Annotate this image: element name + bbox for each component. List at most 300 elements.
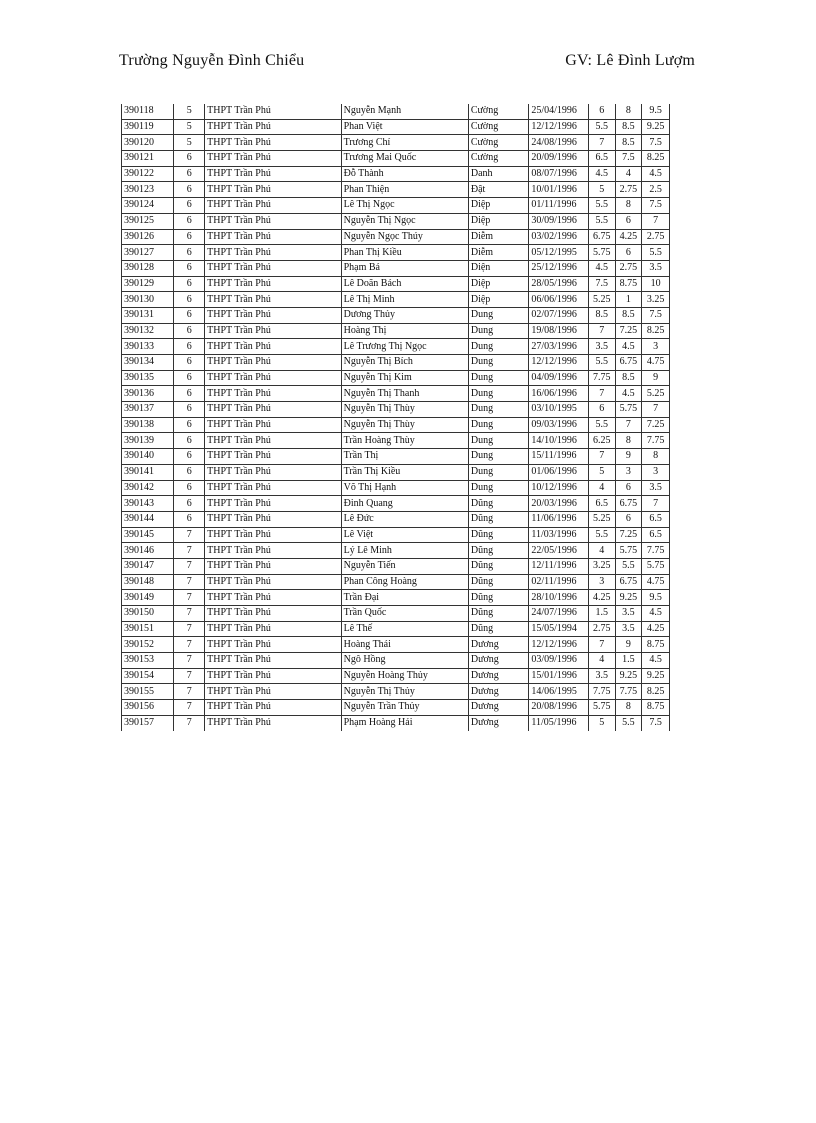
table-row <box>122 653 670 669</box>
table-row <box>122 574 670 590</box>
birth-date-cell: 14/10/1996 <box>529 433 589 449</box>
given-name-cell: Dũng <box>468 606 529 622</box>
score-3-cell: 5.75 <box>642 558 670 574</box>
school-name-cell: THPT Trần Phú <box>205 433 341 449</box>
school-name-cell: THPT Trần Phú <box>205 370 341 386</box>
score-3-cell: 3.25 <box>642 292 670 308</box>
given-name-cell: Cường <box>468 151 529 167</box>
score-2-cell: 2.75 <box>615 260 642 276</box>
birth-date-cell: 06/06/1996 <box>529 292 589 308</box>
given-name-cell: Diệp <box>468 292 529 308</box>
family-name-cell: Lê Trương Thị Ngọc <box>341 339 468 355</box>
score-2-cell: 3.5 <box>615 606 642 622</box>
birth-date-cell: 15/01/1996 <box>529 668 589 684</box>
given-name-cell: Dũng <box>468 590 529 606</box>
candidate-number-cell: 390154 <box>122 668 174 684</box>
score-2-cell: 8.5 <box>615 370 642 386</box>
score-1-cell: 7 <box>588 449 615 465</box>
family-name-cell: Nguyễn Hoàng Thủy <box>341 668 468 684</box>
school-name-cell: THPT Trần Phú <box>205 543 341 559</box>
score-3-cell: 7.5 <box>642 715 670 730</box>
candidate-number-cell: 390150 <box>122 606 174 622</box>
score-3-cell: 3.5 <box>642 480 670 496</box>
school-name-cell: THPT Trần Phú <box>205 119 341 135</box>
room-number-cell: 7 <box>174 700 205 716</box>
score-2-cell: 6 <box>615 511 642 527</box>
given-name-cell: Diệp <box>468 198 529 214</box>
given-name-cell: Danh <box>468 166 529 182</box>
table-row <box>122 606 670 622</box>
candidate-number-cell: 390124 <box>122 198 174 214</box>
family-name-cell: Trần Thị <box>341 449 468 465</box>
room-number-cell: 6 <box>174 464 205 480</box>
score-2-cell: 9.25 <box>615 668 642 684</box>
score-1-cell: 5.5 <box>588 198 615 214</box>
score-1-cell: 7.5 <box>588 276 615 292</box>
given-name-cell: Diệp <box>468 276 529 292</box>
score-1-cell: 6.5 <box>588 151 615 167</box>
school-name-cell: THPT Trần Phú <box>205 182 341 198</box>
school-name-cell: THPT Trần Phú <box>205 307 341 323</box>
birth-date-cell: 12/12/1996 <box>529 637 589 653</box>
family-name-cell: Lê Thị Ngọc <box>341 198 468 214</box>
table-row <box>122 135 670 151</box>
birth-date-cell: 19/08/1996 <box>529 323 589 339</box>
given-name-cell: Đật <box>468 182 529 198</box>
school-name-cell: THPT Trần Phú <box>205 213 341 229</box>
score-2-cell: 7.5 <box>615 151 642 167</box>
family-name-cell: Nguyễn Ngọc Thúy <box>341 229 468 245</box>
candidate-number-cell: 390144 <box>122 511 174 527</box>
score-2-cell: 4.5 <box>615 386 642 402</box>
candidate-number-cell: 390149 <box>122 590 174 606</box>
room-number-cell: 6 <box>174 402 205 418</box>
score-1-cell: 3.5 <box>588 668 615 684</box>
family-name-cell: Trương Chí <box>341 135 468 151</box>
school-name-cell: THPT Trần Phú <box>205 402 341 418</box>
score-3-cell: 8.25 <box>642 684 670 700</box>
school-name-cell: THPT Trần Phú <box>205 245 341 261</box>
score-1-cell: 6 <box>588 104 615 119</box>
room-number-cell: 7 <box>174 668 205 684</box>
room-number-cell: 6 <box>174 307 205 323</box>
score-3-cell: 2.5 <box>642 182 670 198</box>
score-1-cell: 3.25 <box>588 558 615 574</box>
given-name-cell: Cường <box>468 104 529 119</box>
room-number-cell: 6 <box>174 229 205 245</box>
family-name-cell: Nguyễn Thị Thanh <box>341 386 468 402</box>
table-row <box>122 402 670 418</box>
score-2-cell: 3 <box>615 464 642 480</box>
header-teacher-name: GV: Lê Đình Lượm <box>565 52 695 69</box>
room-number-cell: 5 <box>174 104 205 119</box>
table-row <box>122 543 670 559</box>
score-1-cell: 3.5 <box>588 339 615 355</box>
score-2-cell: 5.5 <box>615 715 642 730</box>
score-2-cell: 6.75 <box>615 355 642 371</box>
table-row <box>122 276 670 292</box>
score-2-cell: 6 <box>615 213 642 229</box>
score-1-cell: 5.5 <box>588 417 615 433</box>
given-name-cell: Cường <box>468 119 529 135</box>
room-number-cell: 6 <box>174 151 205 167</box>
birth-date-cell: 02/07/1996 <box>529 307 589 323</box>
table-row <box>122 229 670 245</box>
candidate-number-cell: 390129 <box>122 276 174 292</box>
room-number-cell: 7 <box>174 684 205 700</box>
score-1-cell: 5.5 <box>588 355 615 371</box>
table-row <box>122 715 670 730</box>
score-3-cell: 7 <box>642 402 670 418</box>
score-1-cell: 6 <box>588 402 615 418</box>
school-name-cell: THPT Trần Phú <box>205 355 341 371</box>
school-name-cell: THPT Trần Phú <box>205 558 341 574</box>
score-3-cell: 7 <box>642 496 670 512</box>
score-1-cell: 5 <box>588 464 615 480</box>
room-number-cell: 6 <box>174 496 205 512</box>
candidate-number-cell: 390127 <box>122 245 174 261</box>
room-number-cell: 6 <box>174 480 205 496</box>
score-3-cell: 5.25 <box>642 386 670 402</box>
score-1-cell: 6.5 <box>588 496 615 512</box>
score-3-cell: 3 <box>642 464 670 480</box>
birth-date-cell: 27/03/1996 <box>529 339 589 355</box>
score-2-cell: 6.75 <box>615 574 642 590</box>
room-number-cell: 6 <box>174 433 205 449</box>
room-number-cell: 6 <box>174 355 205 371</box>
school-name-cell: THPT Trần Phú <box>205 417 341 433</box>
candidate-number-cell: 390126 <box>122 229 174 245</box>
room-number-cell: 6 <box>174 213 205 229</box>
score-3-cell: 7.75 <box>642 433 670 449</box>
birth-date-cell: 20/08/1996 <box>529 700 589 716</box>
score-table-body <box>122 104 670 731</box>
score-2-cell: 8 <box>615 433 642 449</box>
candidate-number-cell: 390147 <box>122 558 174 574</box>
candidate-number-cell: 390148 <box>122 574 174 590</box>
candidate-number-cell: 390137 <box>122 402 174 418</box>
school-name-cell: THPT Trần Phú <box>205 276 341 292</box>
birth-date-cell: 02/11/1996 <box>529 574 589 590</box>
score-2-cell: 8.5 <box>615 119 642 135</box>
score-2-cell: 6 <box>615 480 642 496</box>
score-1-cell: 8.5 <box>588 307 615 323</box>
given-name-cell: Cường <box>468 135 529 151</box>
family-name-cell: Trần Quốc <box>341 606 468 622</box>
score-1-cell: 5.25 <box>588 292 615 308</box>
candidate-number-cell: 390140 <box>122 449 174 465</box>
score-3-cell: 8.75 <box>642 637 670 653</box>
table-row <box>122 166 670 182</box>
score-3-cell: 7.75 <box>642 543 670 559</box>
family-name-cell: Đỗ Thành <box>341 166 468 182</box>
given-name-cell: Dung <box>468 417 529 433</box>
birth-date-cell: 11/06/1996 <box>529 511 589 527</box>
table-row <box>122 245 670 261</box>
score-2-cell: 4.25 <box>615 229 642 245</box>
score-2-cell: 8.5 <box>615 135 642 151</box>
score-2-cell: 9 <box>615 449 642 465</box>
family-name-cell: Nguyễn Thị Thùy <box>341 417 468 433</box>
family-name-cell: Đinh Quang <box>341 496 468 512</box>
school-name-cell: THPT Trần Phú <box>205 166 341 182</box>
room-number-cell: 6 <box>174 449 205 465</box>
given-name-cell: Dũng <box>468 574 529 590</box>
school-name-cell: THPT Trần Phú <box>205 480 341 496</box>
candidate-number-cell: 390138 <box>122 417 174 433</box>
score-1-cell: 5.75 <box>588 700 615 716</box>
candidate-number-cell: 390152 <box>122 637 174 653</box>
score-3-cell: 6.5 <box>642 527 670 543</box>
birth-date-cell: 28/10/1996 <box>529 590 589 606</box>
score-2-cell: 3.5 <box>615 621 642 637</box>
school-name-cell: THPT Trần Phú <box>205 135 341 151</box>
candidate-number-cell: 390121 <box>122 151 174 167</box>
table-row <box>122 307 670 323</box>
table-row <box>122 496 670 512</box>
score-3-cell: 9.25 <box>642 119 670 135</box>
school-name-cell: THPT Trần Phú <box>205 323 341 339</box>
table-row <box>122 668 670 684</box>
school-name-cell: THPT Trần Phú <box>205 684 341 700</box>
birth-date-cell: 12/12/1996 <box>529 355 589 371</box>
birth-date-cell: 20/09/1996 <box>529 151 589 167</box>
table-row <box>122 700 670 716</box>
candidate-number-cell: 390134 <box>122 355 174 371</box>
school-name-cell: THPT Trần Phú <box>205 574 341 590</box>
score-2-cell: 5.75 <box>615 402 642 418</box>
family-name-cell: Phan Công Hoàng <box>341 574 468 590</box>
candidate-number-cell: 390130 <box>122 292 174 308</box>
school-name-cell: THPT Trần Phú <box>205 496 341 512</box>
given-name-cell: Dương <box>468 637 529 653</box>
room-number-cell: 7 <box>174 637 205 653</box>
room-number-cell: 6 <box>174 511 205 527</box>
school-name-cell: THPT Trần Phú <box>205 621 341 637</box>
score-1-cell: 4.5 <box>588 260 615 276</box>
score-1-cell: 7 <box>588 323 615 339</box>
birth-date-cell: 28/05/1996 <box>529 276 589 292</box>
family-name-cell: Phan Thị Kiều <box>341 245 468 261</box>
candidate-number-cell: 390133 <box>122 339 174 355</box>
score-3-cell: 4.5 <box>642 606 670 622</box>
candidate-number-cell: 390118 <box>122 104 174 119</box>
given-name-cell: Dũng <box>468 527 529 543</box>
score-3-cell: 2.75 <box>642 229 670 245</box>
table-row <box>122 464 670 480</box>
score-3-cell: 8 <box>642 449 670 465</box>
given-name-cell: Diệp <box>468 213 529 229</box>
room-number-cell: 5 <box>174 119 205 135</box>
student-score-table <box>121 104 670 731</box>
score-2-cell: 9.25 <box>615 590 642 606</box>
room-number-cell: 7 <box>174 606 205 622</box>
birth-date-cell: 12/11/1996 <box>529 558 589 574</box>
room-number-cell: 6 <box>174 166 205 182</box>
given-name-cell: Dung <box>468 370 529 386</box>
birth-date-cell: 14/06/1995 <box>529 684 589 700</box>
family-name-cell: Lý Lê Minh <box>341 543 468 559</box>
candidate-number-cell: 390122 <box>122 166 174 182</box>
room-number-cell: 6 <box>174 276 205 292</box>
table-row <box>122 151 670 167</box>
given-name-cell: Dung <box>468 480 529 496</box>
room-number-cell: 7 <box>174 527 205 543</box>
given-name-cell: Dung <box>468 355 529 371</box>
birth-date-cell: 15/11/1996 <box>529 449 589 465</box>
room-number-cell: 6 <box>174 292 205 308</box>
score-2-cell: 9 <box>615 637 642 653</box>
room-number-cell: 6 <box>174 323 205 339</box>
room-number-cell: 6 <box>174 198 205 214</box>
family-name-cell: Hoàng Thái <box>341 637 468 653</box>
family-name-cell: Nguyễn Thị Thùy <box>341 402 468 418</box>
table-row <box>122 213 670 229</box>
birth-date-cell: 08/07/1996 <box>529 166 589 182</box>
table-row <box>122 621 670 637</box>
family-name-cell: Dương Thủy <box>341 307 468 323</box>
candidate-number-cell: 390139 <box>122 433 174 449</box>
score-1-cell: 6.75 <box>588 229 615 245</box>
score-3-cell: 9.5 <box>642 104 670 119</box>
birth-date-cell: 25/04/1996 <box>529 104 589 119</box>
table-row <box>122 323 670 339</box>
score-3-cell: 8.25 <box>642 323 670 339</box>
score-1-cell: 5.75 <box>588 245 615 261</box>
score-1-cell: 6.25 <box>588 433 615 449</box>
birth-date-cell: 01/06/1996 <box>529 464 589 480</box>
score-2-cell: 8 <box>615 700 642 716</box>
school-name-cell: THPT Trần Phú <box>205 386 341 402</box>
school-name-cell: THPT Trần Phú <box>205 700 341 716</box>
score-3-cell: 7.25 <box>642 417 670 433</box>
score-3-cell: 9.5 <box>642 590 670 606</box>
score-1-cell: 5.25 <box>588 511 615 527</box>
table-row <box>122 637 670 653</box>
score-3-cell: 7.5 <box>642 135 670 151</box>
school-name-cell: THPT Trần Phú <box>205 511 341 527</box>
score-1-cell: 7 <box>588 386 615 402</box>
family-name-cell: Nguyễn Thị Kim <box>341 370 468 386</box>
score-2-cell: 7.25 <box>615 323 642 339</box>
table-row <box>122 339 670 355</box>
candidate-number-cell: 390128 <box>122 260 174 276</box>
candidate-number-cell: 390132 <box>122 323 174 339</box>
birth-date-cell: 25/12/1996 <box>529 260 589 276</box>
birth-date-cell: 15/05/1994 <box>529 621 589 637</box>
given-name-cell: Dương <box>468 700 529 716</box>
table-row <box>122 292 670 308</box>
score-2-cell: 4 <box>615 166 642 182</box>
room-number-cell: 5 <box>174 135 205 151</box>
candidate-number-cell: 390156 <box>122 700 174 716</box>
score-3-cell: 6.5 <box>642 511 670 527</box>
table-row <box>122 370 670 386</box>
score-3-cell: 7.5 <box>642 307 670 323</box>
score-2-cell: 7 <box>615 417 642 433</box>
score-1-cell: 5 <box>588 182 615 198</box>
table-row <box>122 417 670 433</box>
birth-date-cell: 05/12/1995 <box>529 245 589 261</box>
table-row <box>122 433 670 449</box>
family-name-cell: Trần Đại <box>341 590 468 606</box>
score-1-cell: 4 <box>588 653 615 669</box>
given-name-cell: Dung <box>468 449 529 465</box>
family-name-cell: Lê Doãn Bách <box>341 276 468 292</box>
room-number-cell: 6 <box>174 370 205 386</box>
table-row <box>122 119 670 135</box>
family-name-cell: Trần Thị Kiều <box>341 464 468 480</box>
school-name-cell: THPT Trần Phú <box>205 653 341 669</box>
score-3-cell: 4.75 <box>642 355 670 371</box>
score-3-cell: 7 <box>642 213 670 229</box>
given-name-cell: Dung <box>468 339 529 355</box>
score-3-cell: 4.25 <box>642 621 670 637</box>
birth-date-cell: 11/05/1996 <box>529 715 589 730</box>
school-name-cell: THPT Trần Phú <box>205 637 341 653</box>
score-1-cell: 4 <box>588 543 615 559</box>
score-3-cell: 4.5 <box>642 653 670 669</box>
family-name-cell: Ngô Hồng <box>341 653 468 669</box>
candidate-number-cell: 390141 <box>122 464 174 480</box>
candidate-number-cell: 390125 <box>122 213 174 229</box>
given-name-cell: Diện <box>468 260 529 276</box>
score-3-cell: 3.5 <box>642 260 670 276</box>
family-name-cell: Trương Mai Quốc <box>341 151 468 167</box>
given-name-cell: Dung <box>468 386 529 402</box>
birth-date-cell: 10/01/1996 <box>529 182 589 198</box>
score-3-cell: 4.75 <box>642 574 670 590</box>
score-2-cell: 2.75 <box>615 182 642 198</box>
school-name-cell: THPT Trần Phú <box>205 606 341 622</box>
family-name-cell: Nguyễn Thị Thủy <box>341 684 468 700</box>
family-name-cell: Lê Thế <box>341 621 468 637</box>
school-name-cell: THPT Trần Phú <box>205 151 341 167</box>
room-number-cell: 6 <box>174 417 205 433</box>
score-2-cell: 7.75 <box>615 684 642 700</box>
candidate-number-cell: 390123 <box>122 182 174 198</box>
table-row <box>122 684 670 700</box>
score-2-cell: 6 <box>615 245 642 261</box>
score-1-cell: 5.5 <box>588 527 615 543</box>
score-3-cell: 7.5 <box>642 198 670 214</box>
table-row <box>122 449 670 465</box>
score-3-cell: 9 <box>642 370 670 386</box>
school-name-cell: THPT Trần Phú <box>205 260 341 276</box>
school-name-cell: THPT Trần Phú <box>205 229 341 245</box>
candidate-number-cell: 390120 <box>122 135 174 151</box>
family-name-cell: Nguyễn Tiến <box>341 558 468 574</box>
given-name-cell: Diễm <box>468 229 529 245</box>
table-row <box>122 182 670 198</box>
score-2-cell: 8 <box>615 104 642 119</box>
score-3-cell: 4.5 <box>642 166 670 182</box>
score-1-cell: 7.75 <box>588 684 615 700</box>
school-name-cell: THPT Trần Phú <box>205 339 341 355</box>
family-name-cell: Phạm Bá <box>341 260 468 276</box>
table-row <box>122 260 670 276</box>
candidate-number-cell: 390157 <box>122 715 174 730</box>
table-row <box>122 590 670 606</box>
room-number-cell: 7 <box>174 590 205 606</box>
birth-date-cell: 11/03/1996 <box>529 527 589 543</box>
family-name-cell: Phan Thiện <box>341 182 468 198</box>
table-row <box>122 511 670 527</box>
candidate-number-cell: 390131 <box>122 307 174 323</box>
school-name-cell: THPT Trần Phú <box>205 715 341 730</box>
family-name-cell: Nguyễn Thị Bích <box>341 355 468 371</box>
school-name-cell: THPT Trần Phú <box>205 104 341 119</box>
